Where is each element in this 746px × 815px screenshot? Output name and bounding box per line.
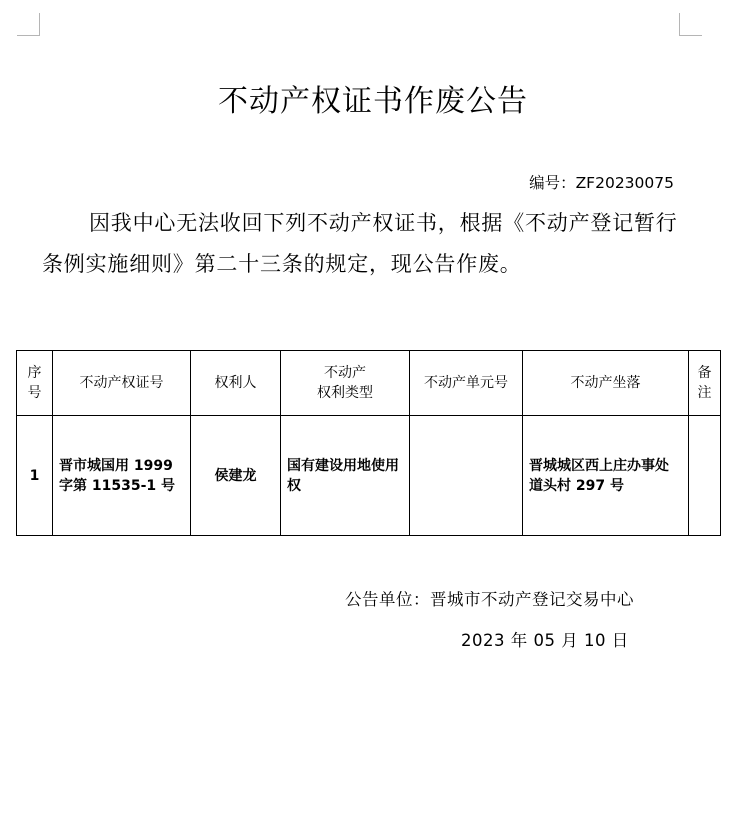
header-cert-no: 不动产权证号 bbox=[53, 351, 191, 416]
cell-seq: 1 bbox=[17, 416, 53, 536]
void-certificates-table bbox=[16, 350, 721, 536]
issue-date: 2023 年 05 月 10 日 bbox=[461, 631, 629, 650]
header-remark-line1: 备 bbox=[697, 365, 712, 381]
document-number: 编号：ZF20230075 bbox=[529, 174, 674, 192]
document-title: 不动产权证书作废公告 bbox=[218, 84, 528, 119]
cell-location: 晋城城区西上庄办事处道头村 297 号 bbox=[523, 416, 689, 536]
cell-right-type: 国有建设用地使用权 bbox=[281, 416, 410, 536]
table-header-row bbox=[17, 351, 721, 416]
header-seq-line2: 号 bbox=[27, 385, 42, 401]
header-right-type bbox=[281, 351, 410, 416]
header-right-type-line1: 不动产 bbox=[324, 365, 366, 381]
table-row bbox=[17, 416, 721, 536]
header-unit-no: 不动产单元号 bbox=[410, 351, 523, 416]
header-remark-line2: 注 bbox=[697, 385, 712, 401]
header-holder: 权利人 bbox=[191, 351, 281, 416]
cell-remark bbox=[689, 416, 721, 536]
page-corner-mark-top-left bbox=[17, 13, 40, 36]
header-seq-line1: 序 bbox=[27, 365, 42, 381]
header-seq bbox=[17, 351, 53, 416]
header-remark bbox=[689, 351, 721, 416]
announcement-body: 因我中心无法收回下列不动产权证书，根据《不动产登记暂行条例实施细则》第二十三条的规定，现公告作废。 bbox=[42, 211, 678, 276]
page-corner-mark-top-right bbox=[679, 13, 702, 36]
cell-cert-no: 晋市城国用 1999 字第 11535-1 号 bbox=[53, 416, 191, 536]
issuing-unit: 公告单位：晋城市不动产登记交易中心 bbox=[345, 590, 634, 609]
cell-holder: 侯建龙 bbox=[191, 416, 281, 536]
cell-unit-no bbox=[410, 416, 523, 536]
header-location: 不动产坐落 bbox=[523, 351, 689, 416]
header-right-type-line2: 权利类型 bbox=[317, 385, 373, 401]
